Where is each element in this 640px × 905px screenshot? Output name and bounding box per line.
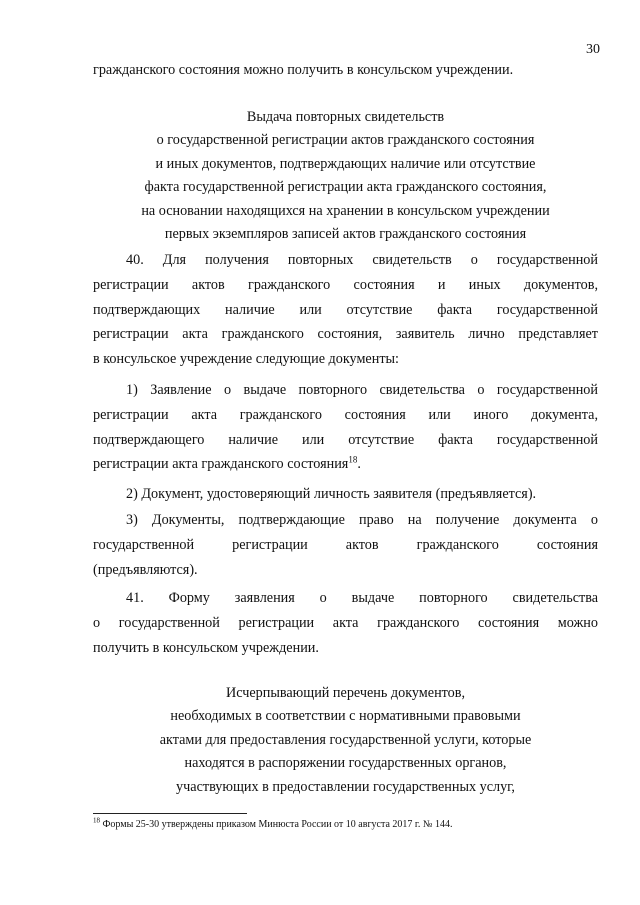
heading-line: на основании находящихся на хранении в консульском учреждении — [141, 202, 550, 219]
text-line: подтверждающих наличие или отсутствие факта государственной — [93, 301, 598, 318]
page-number: 30 — [586, 42, 600, 57]
text-fragment: . — [357, 456, 361, 473]
footnote-mark: 18 — [93, 816, 100, 825]
text-line: государственной регистрации актов гражданского состояния — [93, 536, 598, 553]
heading-line: Выдача повторных свидетельств — [246, 109, 445, 125]
heading-line: находятся в распоряжении государственных органов, — [184, 755, 507, 772]
text-line: 2) Документ, удостоверяющий личность заявителя (предъявляется). — [126, 486, 537, 502]
text-line: получить в консульском учреждении. — [93, 639, 319, 656]
section-heading-repeat-certificates — [93, 106, 598, 246]
text-fragment: регистрации акта гражданского состояния — [93, 456, 349, 473]
text-line: регистрации акта гражданского состояния или иного документа, — [93, 406, 598, 423]
footnote-separator — [93, 813, 247, 814]
text-line: (предъявляются). — [93, 561, 198, 578]
paragraph-41 — [93, 586, 598, 660]
list-item-1 — [93, 378, 598, 477]
heading-line: участвующих в предоставлении государственных услуг, — [176, 778, 515, 795]
list-item-3 — [93, 508, 598, 582]
heading-line: факта государственной регистрации акта гражданского состояния, — [144, 179, 547, 196]
heading-line: первых экземпляров записей актов гражданского состояния — [164, 225, 527, 242]
text-line: 41. Форму заявления о выдаче повторного свидетельства — [126, 590, 598, 606]
text-line: регистрации акта гражданского состояния, заявитель лично представляет — [93, 326, 598, 343]
heading-line: и иных документов, подтверждающих наличие или отсутствие — [155, 155, 536, 172]
section-heading-documents-list — [93, 682, 598, 799]
heading-line: о государственной регистрации актов гражданского состояния — [156, 132, 535, 149]
text-line: гражданского состояния можно получить в консульском учреждении. — [93, 62, 514, 78]
text-line: 40. Для получения повторных свидетельств о государственной — [126, 252, 598, 268]
text-line: о государственной регистрации акта гражданского состояния можно — [93, 614, 598, 631]
footnote-reference: 18 — [348, 454, 358, 465]
heading-line: Исчерпывающий перечень документов, — [225, 685, 466, 701]
text-line — [93, 452, 598, 477]
text-line: регистрации актов гражданского состояния и иных документов, — [93, 276, 598, 293]
text-line: 1) Заявление о выдаче повторного свидетельства о государственной — [126, 382, 598, 398]
footnote-text: Формы 25-30 утверждены приказом Минюста России от 10 августа 2017 г. № 144. — [100, 819, 453, 830]
list-item-2 — [93, 482, 598, 507]
text-line: в консульское учреждение следующие документы: — [93, 351, 399, 368]
heading-line: необходимых в соответствии с нормативными правовыми — [170, 708, 521, 725]
text-line: подтверждающего наличие или отсутствие факта государственной — [93, 431, 598, 448]
text-line: 3) Документы, подтверждающие право на получение документа о — [126, 512, 598, 528]
carryover-text — [93, 58, 598, 83]
footnote — [93, 818, 598, 832]
paragraph-40 — [93, 248, 598, 372]
heading-line: актами для предоставления государственной услуги, которые — [159, 731, 532, 748]
